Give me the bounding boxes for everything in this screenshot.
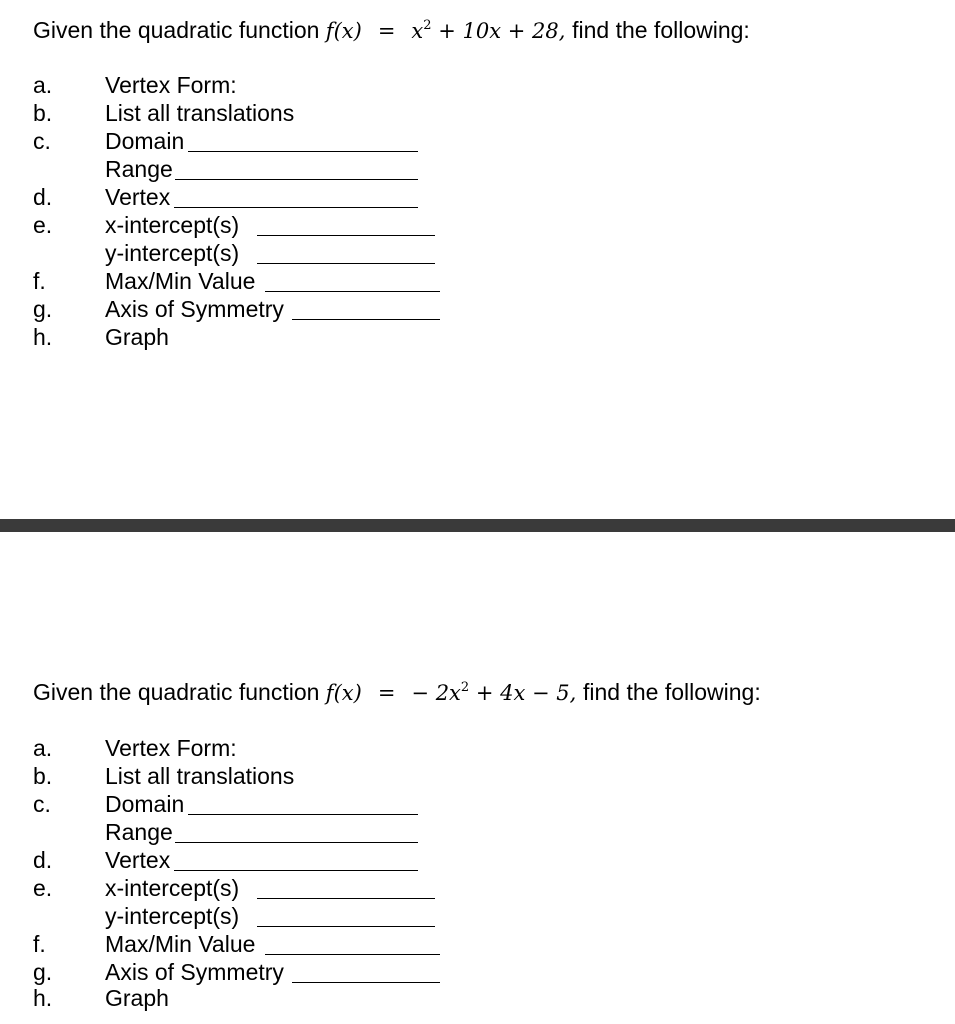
answer-blank-max-min[interactable] xyxy=(265,954,440,955)
item-marker: d. xyxy=(33,847,53,873)
item-label: x-intercept(s) xyxy=(105,212,240,238)
item-label: Vertex xyxy=(105,847,171,873)
equals-sign: = xyxy=(377,681,396,705)
function-term-a: − 2x xyxy=(411,681,461,705)
item-label: Vertex Form: xyxy=(105,72,237,98)
answer-blank-vertex[interactable] xyxy=(174,870,418,871)
equals-sign: = xyxy=(377,19,396,43)
section-divider xyxy=(0,519,955,532)
item-marker: b. xyxy=(33,763,53,789)
function-lhs: f(x) xyxy=(325,681,362,705)
answer-blank-y-intercepts[interactable] xyxy=(257,263,435,264)
prompt-intro: Given the quadratic function xyxy=(33,679,320,705)
item-marker: a. xyxy=(33,735,53,761)
item-label: List all translations xyxy=(105,100,295,126)
item-label: Graph xyxy=(105,324,169,350)
item-label: Vertex xyxy=(105,184,171,210)
prompt-intro: Given the quadratic function xyxy=(33,17,320,43)
answer-blank-x-intercepts[interactable] xyxy=(257,898,435,899)
problem-prompt xyxy=(33,14,750,47)
function-lhs: f(x) xyxy=(325,19,362,43)
item-label: Vertex Form: xyxy=(105,735,237,761)
item-label: Range xyxy=(105,156,173,182)
prompt-outro: find the following: xyxy=(572,17,750,43)
answer-blank-vertex[interactable] xyxy=(174,207,418,208)
item-marker: g. xyxy=(33,959,53,985)
item-marker: d. xyxy=(33,184,53,210)
answer-blank-axis-of-symmetry[interactable] xyxy=(292,982,440,983)
prompt-outro: find the following: xyxy=(583,679,761,705)
item-label: x-intercept(s) xyxy=(105,875,240,901)
item-label: y-intercept(s) xyxy=(105,903,240,929)
item-label: Domain xyxy=(105,128,185,154)
answer-blank-axis-of-symmetry[interactable] xyxy=(292,319,440,320)
answer-blank-domain[interactable] xyxy=(188,814,418,815)
item-marker: e. xyxy=(33,212,53,238)
item-label: Axis of Symmetry xyxy=(105,959,284,985)
item-marker: f. xyxy=(33,931,46,957)
function-expression xyxy=(326,19,572,43)
item-marker: c. xyxy=(33,791,51,817)
item-label: Max/Min Value xyxy=(105,931,256,957)
item-marker: g. xyxy=(33,296,53,322)
item-marker: a. xyxy=(33,72,53,98)
item-label: Domain xyxy=(105,791,185,817)
function-term-a: x xyxy=(411,19,424,43)
item-marker: h. xyxy=(33,985,53,1011)
function-rest: + 4x − 5, xyxy=(469,681,577,705)
item-label: Range xyxy=(105,819,173,845)
answer-blank-range[interactable] xyxy=(175,179,418,180)
function-exponent: 2 xyxy=(460,680,470,695)
item-label: List all translations xyxy=(105,763,295,789)
item-marker: e. xyxy=(33,875,53,901)
item-marker: b. xyxy=(33,100,53,126)
item-marker: f. xyxy=(33,268,46,294)
item-label: Max/Min Value xyxy=(105,268,256,294)
answer-blank-domain[interactable] xyxy=(188,151,418,152)
answer-blank-range[interactable] xyxy=(175,842,418,843)
answer-blank-max-min[interactable] xyxy=(265,291,440,292)
item-label: Graph xyxy=(105,985,169,1011)
answer-blank-x-intercepts[interactable] xyxy=(257,235,435,236)
function-expression xyxy=(326,681,583,705)
item-marker: c. xyxy=(33,128,51,154)
function-exponent: 2 xyxy=(423,18,432,33)
problem-prompt xyxy=(33,676,761,709)
answer-blank-y-intercepts[interactable] xyxy=(257,926,435,927)
function-rest: + 10x + 28, xyxy=(431,19,566,43)
item-label: Axis of Symmetry xyxy=(105,296,284,322)
item-marker: h. xyxy=(33,324,53,350)
item-label: y-intercept(s) xyxy=(105,240,240,266)
